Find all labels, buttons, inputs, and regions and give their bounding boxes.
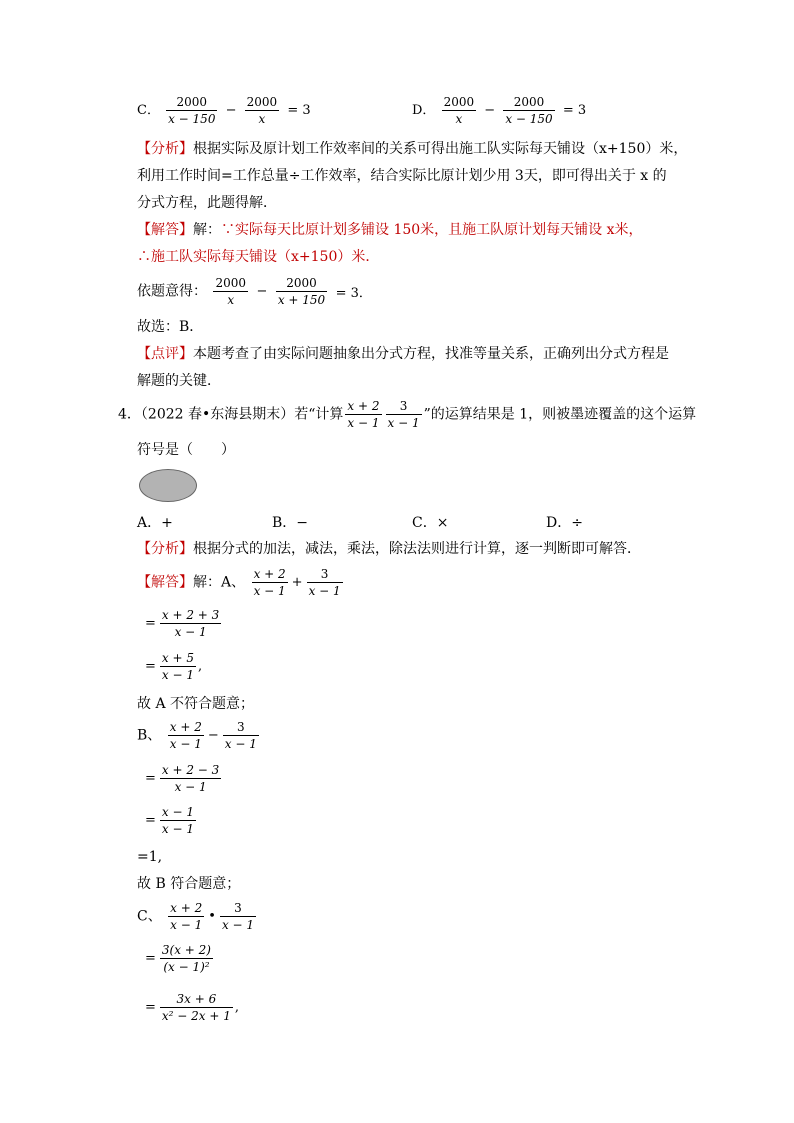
q4-option-d: D．÷ [546, 515, 583, 531]
fraction: $\frac{2000}{x + 150}$ [277, 276, 326, 307]
fraction: $\frac{x + 2}{x - 1}$ [169, 720, 202, 751]
q4-c-step-1: = $\frac{3(x + 2)}{\text{(x − 1)²}}$ [145, 943, 211, 974]
fraction: $\frac{3x + 6}{\text{x² − 2x + 1}}$ [161, 992, 231, 1023]
q3-analysis-line-1: 【分析】根据实际及原计划工作效率间的关系可得出施工队实际每天铺设（x+150）米， [137, 141, 688, 157]
q4-b-step-3: =1, [137, 849, 163, 865]
q4-a-conclusion: 故 A 不符合题意； [137, 696, 255, 712]
q4-stem-line-1: 4．（2022 春•东海县期末）若“计算 $\frac{x + 2}{x - 1}$ $\frac{3}{x - 1}$ ”的运算结果是 1，则被墨迹覆盖的这个运算 [118, 399, 697, 430]
q3-answer-line-2: ∴施工队实际每天铺设（x+150）米． [137, 249, 380, 265]
fraction: $\frac{2000}{x}$ [443, 95, 475, 126]
fraction: $\frac{2000}{x}$ [215, 276, 246, 307]
fraction: $\frac{3}{x - 1}$ [308, 567, 341, 598]
q4-analysis: 【分析】根据分式的加法，减法，乘法，除法法则进行计算，逐一判断即可解答． [137, 541, 641, 557]
fraction: $\frac{x + 2}{x - 1}$ [170, 901, 203, 932]
q3-analysis-line-2: 利用工作时间=工作总量÷工作效率，结合实际比原计划少用 3天，即可得出关于 x 的 [137, 168, 667, 184]
q4-option-c: C．× [412, 515, 449, 531]
q4-b-conclusion: 故 B 符合题意； [137, 876, 241, 892]
q3-option-d: D． $\frac{2000}{x}$ − $\frac{2000}{x - 150}$ = 3 [412, 95, 587, 126]
fraction: $\frac{2000}{x - 150}$ [505, 95, 553, 126]
q3-equation: 依题意得： $\frac{2000}{x}$ − $\frac{2000}{x + 150}$ = 3． [137, 276, 372, 307]
ink-blot-ellipse [139, 469, 197, 502]
q3-option-c: C． $\frac{2000}{x - 150}$ − $\frac{2000}{x}$ = 3 [137, 95, 311, 126]
fraction: $\frac{x + 5}{x - 1}$ [161, 651, 194, 682]
q4-option-b: B．− [272, 515, 309, 531]
fraction: $\frac{x - 1}{x - 1}$ [161, 805, 194, 836]
q4-answer-b: B、 $\frac{x + 2}{x - 1}$ − $\frac{3}{x - 1}$ [137, 720, 257, 751]
fraction: $\frac{3}{x - 1}$ [387, 399, 420, 430]
q4-stem-line-2: 符号是（ ） [137, 442, 235, 458]
fraction: $\frac{x + 2 + 3}{x - 1}$ [161, 608, 220, 639]
q4-answer-c: C、 $\frac{x + 2}{x - 1}$ • $\frac{3}{x - 1}$ [137, 901, 255, 932]
q3-comment-line-2: 解题的关键． [137, 373, 221, 389]
fraction: $\frac{x + 2}{x - 1}$ [253, 567, 286, 598]
fraction: $\frac{3}{x - 1}$ [221, 901, 255, 932]
q3-choice: 故选：B． [137, 319, 204, 335]
q4-option-a: A．+ [137, 515, 173, 531]
q4-b-step-1: = $\frac{x + 2 - 3}{x - 1}$ [145, 763, 220, 794]
q4-answer-a: 【解答】解：A、 $\frac{x + 2}{x - 1}$ + $\frac{3}{x - 1}$ [137, 567, 341, 598]
q3-analysis-line-3: 分式方程，此题得解． [137, 195, 277, 211]
q4-c-step-2: = $\frac{3x + 6}{\text{x² − 2x + 1}}$ , [145, 992, 240, 1023]
q4-a-step-1: = $\frac{x + 2 + 3}{x - 1}$ [145, 608, 220, 639]
fraction: $\frac{2000}{x}$ [246, 95, 278, 126]
q4-b-step-2: = $\frac{x - 1}{x - 1}$ [145, 805, 194, 836]
q3-answer-line-1: 【解答】解：∵实际每天比原计划多铺设 150米，且施工队原计划每天铺设 x米， [137, 222, 643, 238]
fraction: $\frac{x + 2}{x - 1}$ [347, 399, 380, 430]
q3-comment-line-1: 【点评】本题考查了由实际问题抽象出分式方程，找准等量关系，正确列出分式方程是 [137, 346, 669, 362]
q4-a-step-2: = $\frac{x + 5}{x - 1}$ , [145, 651, 203, 682]
fraction: $\frac{3(x + 2)}{\text{(x − 1)²}}$ [161, 943, 211, 974]
fraction: $\frac{x + 2 - 3}{x - 1}$ [161, 763, 220, 794]
fraction: $\frac{3}{x - 1}$ [224, 720, 257, 751]
fraction: $\frac{2000}{x - 150}$ [168, 95, 216, 126]
